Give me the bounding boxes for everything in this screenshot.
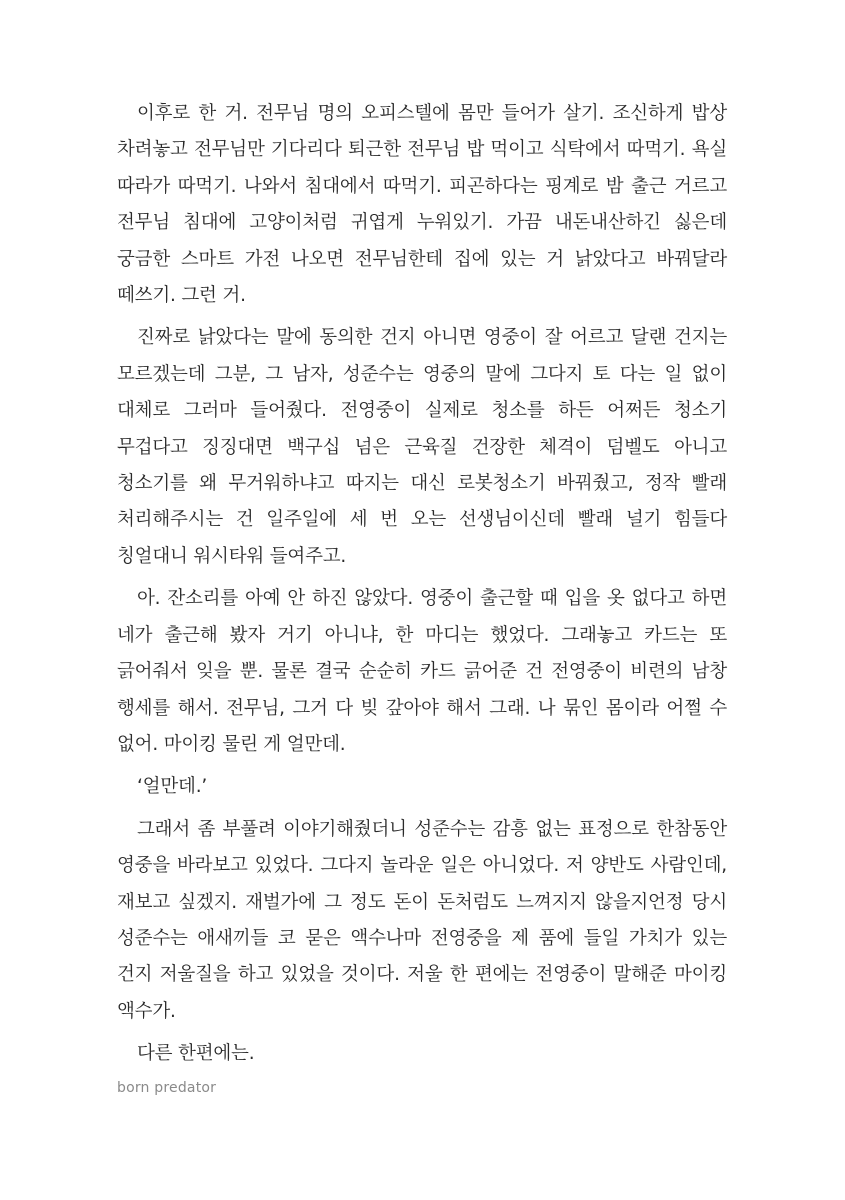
- paragraph: 진짜로 낡았다는 말에 동의한 건지 아니면 영중이 잘 어르고 달랜 건지는 모르겠는데 그분, 그 남자, 성준수는 영중의 말에 그다지 토 다는 일 없이 대체로 그러마 들어줬다. 전영중이 실제로 청소를 하든 어쩌든 청소기 무겁다고 징징대면 백구십 넘은 근육질 건장한 체격이 덤벨도 아니고 청소기를 왜 무거워하냐고 따지는 대신 로봇청소기 바꿔줬고, 정작 빨래 처리해주시는 건 일주일에 세 번 오는 선생님이신데 빨래 널기 힘들다 칭얼대니 워시타워 들여주고.: [117, 327, 727, 567]
- paragraph: 다른 한편에는.: [137, 1043, 255, 1065]
- paragraph: 그래서 좀 부풀려 이야기해줬더니 성준수는 감흥 없는 표정으로 한참동안 영중을 바라보고 있었다. 그다지 놀라운 일은 아니었다. 저 양반도 사람인데, 재보고 싶겠지. 재벌가에 그 정도 돈이 돈처럼도 느껴지지 않을지언정 당시 성준수는 애새끼들 코 묻은 액수나마 전영중을 제 품에 들일 가치가 있는 건지 저울질을 하고 있었을 것이다. 저울 한 편에는 전영중이 말해준 마이킹 액수가.: [117, 818, 727, 1022]
- page-footer: born predator: [117, 1080, 217, 1096]
- paragraph: 이후로 한 거. 전무님 명의 오피스텔에 몸만 들어가 살기. 조신하게 밥상 차려놓고 전무님만 기다리다 퇴근한 전무님 밥 먹이고 식탁에서 따먹기. 욕실 따라가 따먹기. 나와서 침대에서 따먹기. 피곤하다는 핑계로 밤 출근 거르고 전무님 침대에 고양이처럼 귀엽게 누워있기. 가끔 내돈내산하긴 싫은데 궁금한 스마트 가전 나오면 전무님한테 집에 있는 거 낡았다고 바꿔달라 떼쓰기. 그런 거.: [117, 103, 727, 307]
- document-body: [117, 96, 727, 1079]
- paragraph: 아. 잔소리를 아예 안 하진 않았다. 영중이 출근할 때 입을 옷 없다고 하면 네가 출근해 봤자 거기 아니냐, 한 마디는 했었다. 그래놓고 카드는 또 긁어줘서 잊을 뿐. 물론 결국 순순히 카드 긁어준 건 전영중이 비련의 남창 행세를 해서. 전무님, 그거 다 빚 갚아야 해서 그래. 나 묶인 몸이라 어쩔 수 없어. 마이킹 물린 게 얼만데.: [117, 588, 727, 755]
- paragraph: ‘얼만데.’: [137, 776, 208, 798]
